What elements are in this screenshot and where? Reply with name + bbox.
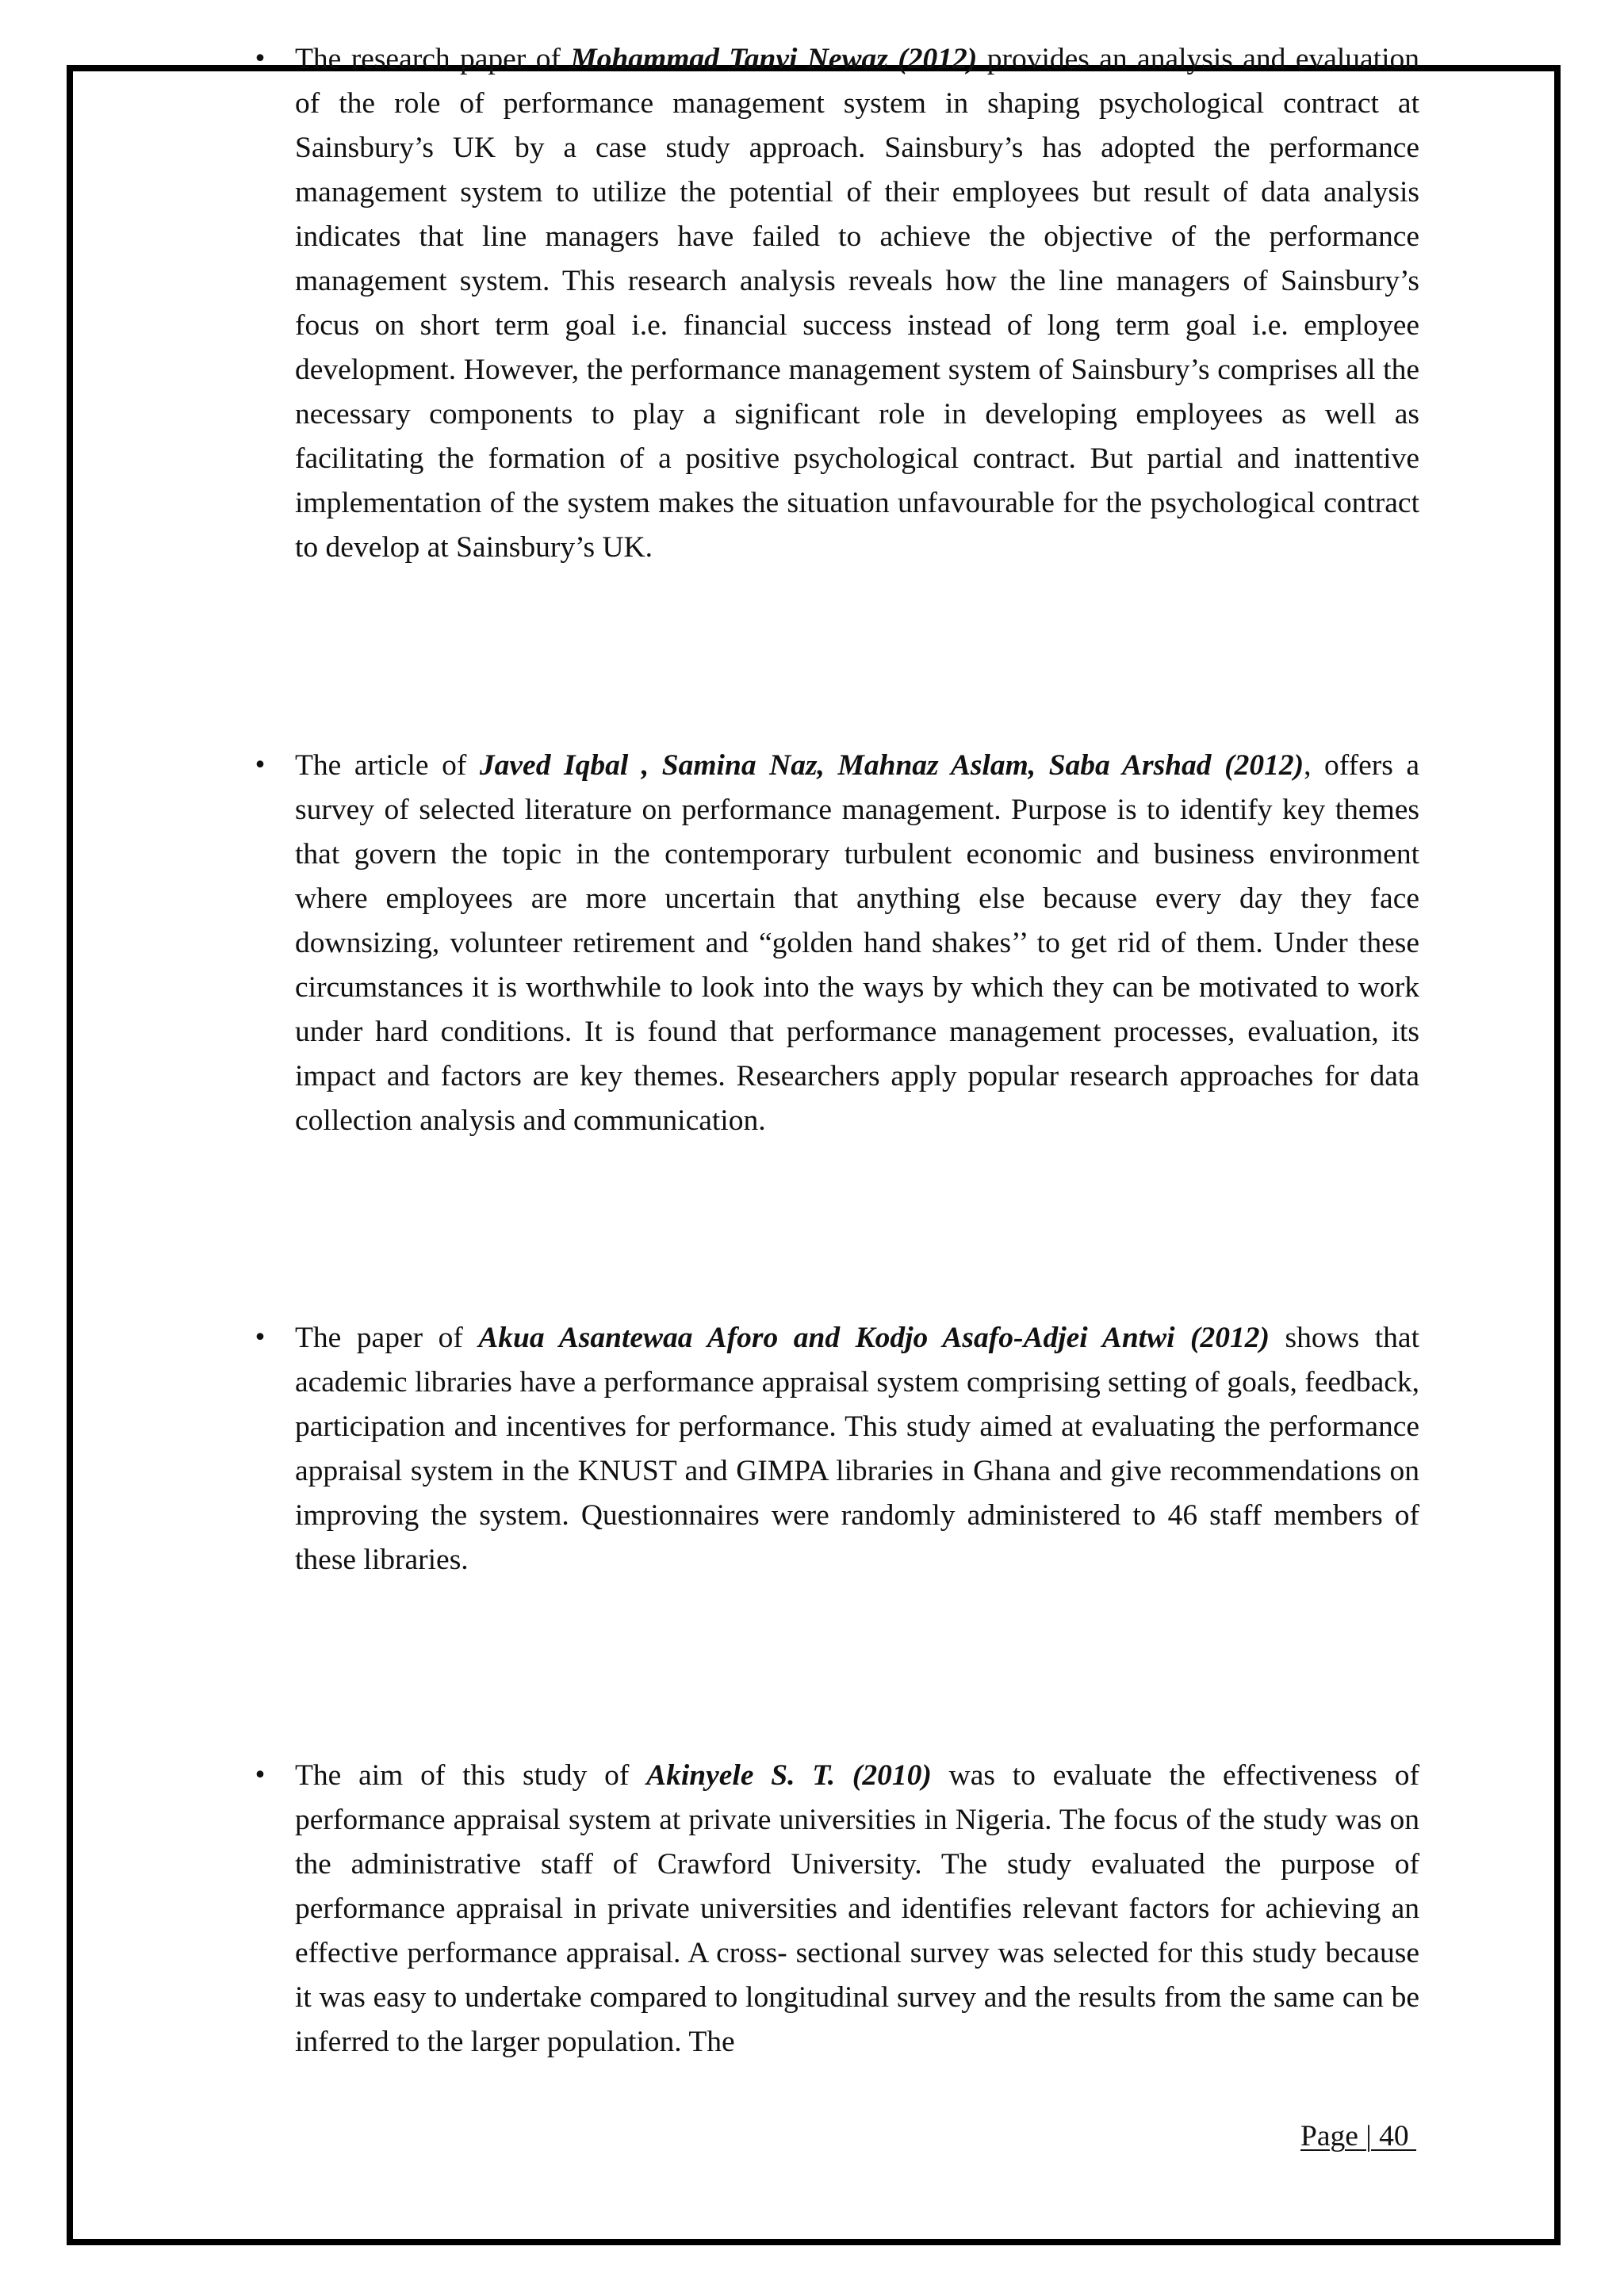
entry-author: Mohammad Tanvi Newaz (2012)	[570, 43, 978, 75]
entry-lead-text: The article of	[295, 749, 480, 782]
entry-body-text: , offers a survey of selected literature on performance management. Purpose is to identify key themes that govern the topic in the contemporary turbulent economic and business environment where employees are more uncertain that anything else because every day they face downsizing, volunteer retirement and “golden hand shakes’’ to get rid of them. Under these circumstances it is worthwhile to look into the ways by which they can be motivated to work under hard conditions. It is found that performance management processes, evaluation, its impact and factors are key themes. Researchers apply popular research approaches for data collection analysis and communication.	[295, 749, 1419, 1137]
entry-lead-text: The research paper of	[295, 43, 571, 75]
bullet-icon: •	[253, 1762, 267, 1789]
literature-entry	[253, 1316, 1419, 1582]
entry-paragraph	[295, 37, 1419, 570]
entry-author: Akua Asantewaa Aforo and Kodjo Asafo-Adjei Antwi (2012)	[478, 1322, 1270, 1354]
literature-entry	[253, 37, 1420, 570]
bullet-icon: •	[253, 752, 267, 779]
literature-entry	[253, 744, 1419, 1143]
entry-body-text: shows that academic libraries have a performance appraisal system comprising setting of goals, feedback, participation and incentives for performance. This study aimed at evaluating the performance appraisal system in the KNUST and GIMPA libraries in Ghana and give recommendations on improving the system. Questionnaires were randomly administered to 46 staff members of these libraries.	[295, 1322, 1419, 1576]
entry-paragraph	[295, 744, 1419, 1143]
entry-paragraph	[295, 1316, 1419, 1582]
entry-lead-text: The aim of this study of	[295, 1759, 647, 1792]
page-number: Page | 40	[1300, 2120, 1417, 2152]
literature-entry	[253, 1754, 1420, 2064]
entry-author: Javed Iqbal , Samina Naz, Mahnaz Aslam, Saba Arshad (2012)	[479, 749, 1304, 782]
entry-body-text: provides an analysis and evaluation of the role of performance management system in shaping psychological contract at Sainsbury’s UK by a case study approach. Sainsbury’s has adopted the performance management system to utilize the potential of their employees but result of data analysis indicates that line managers have failed to achieve the objective of the performance management system. This research analysis reveals how the line managers of Sainsbury’s focus on short term goal i.e. financial success instead of long term goal i.e. employee development. However, the performance management system of Sainsbury’s comprises all the necessary components to play a significant role in developing employees as well as facilitating the formation of a positive psychological contract. But partial and inattentive implementation of the system makes the situation unfavourable for the psychological contract to develop at Sainsbury’s UK.	[295, 43, 1420, 564]
entry-lead-text: The paper of	[295, 1322, 479, 1354]
bullet-icon: •	[253, 45, 267, 73]
entry-body-text: was to evaluate the effectiveness of performance appraisal system at private universities in Nigeria. The focus of the study was on the administrative staff of Crawford University. The study evaluated the purpose of performance appraisal in private universities and identifies relevant factors for achieving an effective performance appraisal. A cross- sectional survey was selected for this study because it was easy to undertake compared to longitudinal survey and the results from the same can be inferred to the larger population. The	[295, 1759, 1420, 2058]
bullet-icon: •	[253, 1324, 267, 1352]
entry-paragraph	[295, 1754, 1419, 2064]
entry-author: Akinyele S. T. (2010)	[646, 1759, 932, 1792]
